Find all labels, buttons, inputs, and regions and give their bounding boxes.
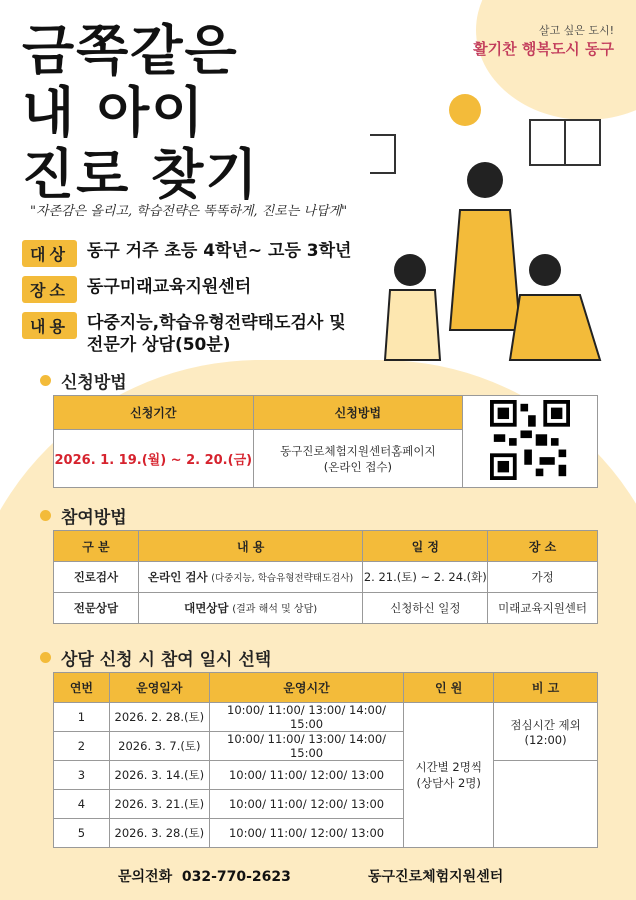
row-place: 미래교육지원센터 [488, 593, 598, 624]
info-text: 동구미래교육지원센터 [86, 277, 252, 297]
people-line2: (상담사 2명) [416, 776, 481, 790]
row-content [138, 562, 363, 593]
row-content-sub: (다중지능, 학습유형전략태도검사) [211, 573, 354, 584]
section-title: 신청방법 [61, 373, 127, 393]
info-text: 동구 거주 초등 4학년~ 고등 3학년 [86, 241, 352, 261]
brand-tagline: 살고 싶은 도시! [538, 24, 614, 37]
section-apply [40, 368, 127, 393]
row-no: 1 [54, 703, 110, 732]
row-time: 10:00/ 11:00/ 12:00/ 13:00 [209, 819, 404, 848]
phone-label: 문의전화 [118, 869, 173, 885]
row-content-sub: (결과 해석 및 상담) [232, 604, 318, 615]
row-date: 2026. 3. 14.(토) [109, 761, 209, 790]
phone-number[interactable]: 032-770-2623 [181, 869, 291, 885]
section-participate [40, 503, 127, 528]
row-no: 3 [54, 761, 110, 790]
table-header: 신청기간 [54, 396, 254, 430]
bullet-icon [40, 510, 51, 521]
row-date: 2026. 3. 28.(토) [109, 819, 209, 848]
brand-name: 활기찬 행복도시 동구 [473, 40, 614, 58]
table-row [54, 562, 598, 593]
info-tag: 대상 [22, 240, 77, 267]
info-block [22, 240, 351, 365]
table-header: 내 용 [138, 531, 363, 562]
note-line2: (12:00) [524, 732, 567, 747]
row-schedule: 신청하신 일정 [363, 593, 488, 624]
note-cell-empty [494, 761, 598, 848]
apply-method [253, 430, 463, 488]
apply-table [53, 395, 598, 488]
section-select [40, 645, 271, 670]
apply-period: 2026. 1. 19.(월) ~ 2. 20.(금) [54, 430, 254, 488]
person-woman-head [467, 162, 503, 198]
row-type: 전문상담 [54, 593, 139, 624]
poster-title [22, 20, 259, 206]
apply-method-line2: (온라인 접수) [323, 459, 392, 474]
row-date: 2026. 3. 21.(토) [109, 790, 209, 819]
lightbulb-icon [449, 94, 481, 126]
row-time: 10:00/ 11:00/ 12:00/ 13:00 [209, 790, 404, 819]
row-time: 10:00/ 11:00/ 13:00/ 14:00/ 15:00 [209, 732, 404, 761]
info-content [22, 312, 351, 356]
row-place: 가정 [488, 562, 598, 593]
info-text [87, 312, 346, 356]
table-header: 인 원 [404, 673, 494, 703]
table-header: 신청방법 [253, 396, 463, 430]
schedule-table [53, 672, 598, 848]
slogan-quote: "자존감은 올리고, 학습전략은 똑똑하게, 진로는 나답게" [30, 204, 348, 219]
row-content-main: 온라인 검사 [148, 570, 208, 584]
row-date: 2026. 2. 28.(토) [109, 703, 209, 732]
brand-logo [473, 22, 614, 59]
info-tag: 내용 [22, 312, 77, 339]
laptop-icon [370, 135, 395, 173]
footer-contact [118, 866, 291, 886]
people-cell [404, 703, 494, 848]
note-cell [494, 703, 598, 761]
table-row [54, 593, 598, 624]
row-content-main: 대면상담 [184, 601, 229, 615]
qr-code-icon [490, 400, 570, 480]
row-type: 진로검사 [54, 562, 139, 593]
bullet-icon [40, 652, 51, 663]
table-header: 운영시간 [209, 673, 404, 703]
people-line1: 시간별 2명씩 [415, 760, 482, 774]
table-header: 연번 [54, 673, 110, 703]
info-target [22, 240, 351, 267]
title-line-3: 진로 찾기 [22, 143, 260, 206]
info-place [22, 276, 351, 303]
note-line1: 점심시간 제외 [510, 717, 581, 732]
apply-method-line1: 동구진로체험지원센터홈페이지 [280, 443, 436, 458]
title-line-2: 내 아이 [22, 81, 206, 144]
info-text-line1: 다중지능,학습유형전략태도검사 및 [86, 313, 346, 333]
students-illustration [370, 70, 620, 370]
table-row [54, 761, 598, 790]
row-time: 10:00/ 11:00/ 13:00/ 14:00/ 15:00 [209, 703, 404, 732]
bullet-icon [40, 375, 51, 386]
row-no: 2 [54, 732, 110, 761]
row-content [138, 593, 363, 624]
footer-org: 동구진로체험지원센터 [368, 869, 504, 885]
row-no: 5 [54, 819, 110, 848]
row-schedule: 2. 21.(토) ~ 2. 24.(화) [363, 562, 488, 593]
info-tag: 장소 [22, 276, 77, 303]
table-header: 비 고 [494, 673, 598, 703]
table-header: 운영일자 [109, 673, 209, 703]
qr-code[interactable] [463, 396, 598, 488]
table-header: 장 소 [488, 531, 598, 562]
row-date: 2026. 3. 7.(토) [109, 732, 209, 761]
info-text-line2: 전문가 상담(50분) [86, 335, 231, 355]
row-no: 4 [54, 790, 110, 819]
row-time: 10:00/ 11:00/ 12:00/ 13:00 [209, 761, 404, 790]
table-header: 구 분 [54, 531, 139, 562]
section-title: 참여방법 [61, 508, 127, 528]
participate-table [53, 530, 598, 624]
table-row [54, 703, 598, 732]
table-header: 일 정 [363, 531, 488, 562]
title-line-1: 금쪽같은 [22, 19, 239, 82]
section-title: 상담 신청 시 참여 일시 선택 [61, 650, 272, 670]
